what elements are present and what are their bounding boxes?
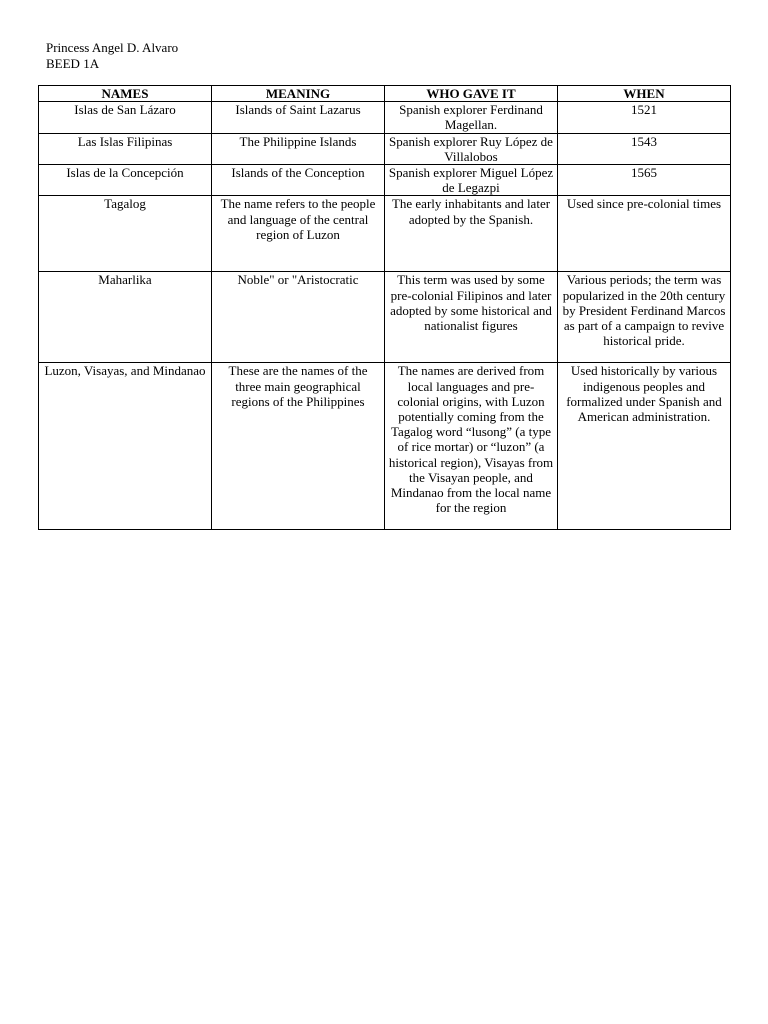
names-table	[38, 85, 731, 530]
cell-when: Used historically by various indigenous peoples and formalized under Spanish and American administration.	[558, 363, 731, 530]
cell-when: Various periods; the term was popularized in the 20th century by President Ferdinand Marcos as part of a campaign to revive historical pride.	[558, 272, 731, 363]
table-row	[39, 133, 731, 164]
cell-meaning: Islands of the Conception	[212, 165, 385, 196]
table-header-row	[39, 86, 731, 102]
cell-name: Tagalog	[39, 196, 212, 272]
cell-name: Luzon, Visayas, and Mindanao	[39, 363, 212, 530]
table-row	[39, 165, 731, 196]
cell-name: Maharlika	[39, 272, 212, 363]
cell-when: Used since pre-colonial times	[558, 196, 731, 272]
document-header	[46, 40, 178, 71]
cell-meaning: These are the names of the three main geographical regions of the Philippines	[212, 363, 385, 530]
cell-name: Las Islas Filipinas	[39, 133, 212, 164]
column-header-names: NAMES	[39, 86, 212, 102]
table-row	[39, 196, 731, 272]
table-row	[39, 272, 731, 363]
cell-who-gave-it: The names are derived from local languages and pre-colonial origins, with Luzon potentially coming from the Tagalog word “lusong” (a type of rice mortar) or “luzon” (a historical region), Visayas from the Visayan people, and Mindanao from the local name for the region	[385, 363, 558, 530]
cell-meaning: Islands of Saint Lazarus	[212, 102, 385, 133]
cell-name: Islas de la Concepción	[39, 165, 212, 196]
student-section: BEED 1A	[46, 55, 100, 71]
cell-who-gave-it: Spanish explorer Ruy López de Villalobos	[385, 133, 558, 164]
cell-when: 1521	[558, 102, 731, 133]
cell-when: 1565	[558, 165, 731, 196]
cell-meaning: Noble" or "Aristocratic	[212, 272, 385, 363]
student-name: Princess Angel D. Alvaro	[46, 40, 179, 55]
table-row	[39, 363, 731, 530]
cell-meaning: The Philippine Islands	[212, 133, 385, 164]
column-header-meaning: MEANING	[212, 86, 385, 102]
cell-name: Islas de San Lázaro	[39, 102, 212, 133]
cell-who-gave-it: This term was used by some pre-colonial Filipinos and later adopted by some historical and nationalist figures	[385, 272, 558, 363]
column-header-who-gave-it: WHO GAVE IT	[385, 86, 558, 102]
column-header-when: WHEN	[558, 86, 731, 102]
cell-meaning: The name refers to the people and language of the central region of Luzon	[212, 196, 385, 272]
cell-when: 1543	[558, 133, 731, 164]
table-row	[39, 102, 731, 133]
cell-who-gave-it: The early inhabitants and later adopted by the Spanish.	[385, 196, 558, 272]
cell-who-gave-it: Spanish explorer Ferdinand Magellan.	[385, 102, 558, 133]
cell-who-gave-it: Spanish explorer Miguel López de Legazpi	[385, 165, 558, 196]
